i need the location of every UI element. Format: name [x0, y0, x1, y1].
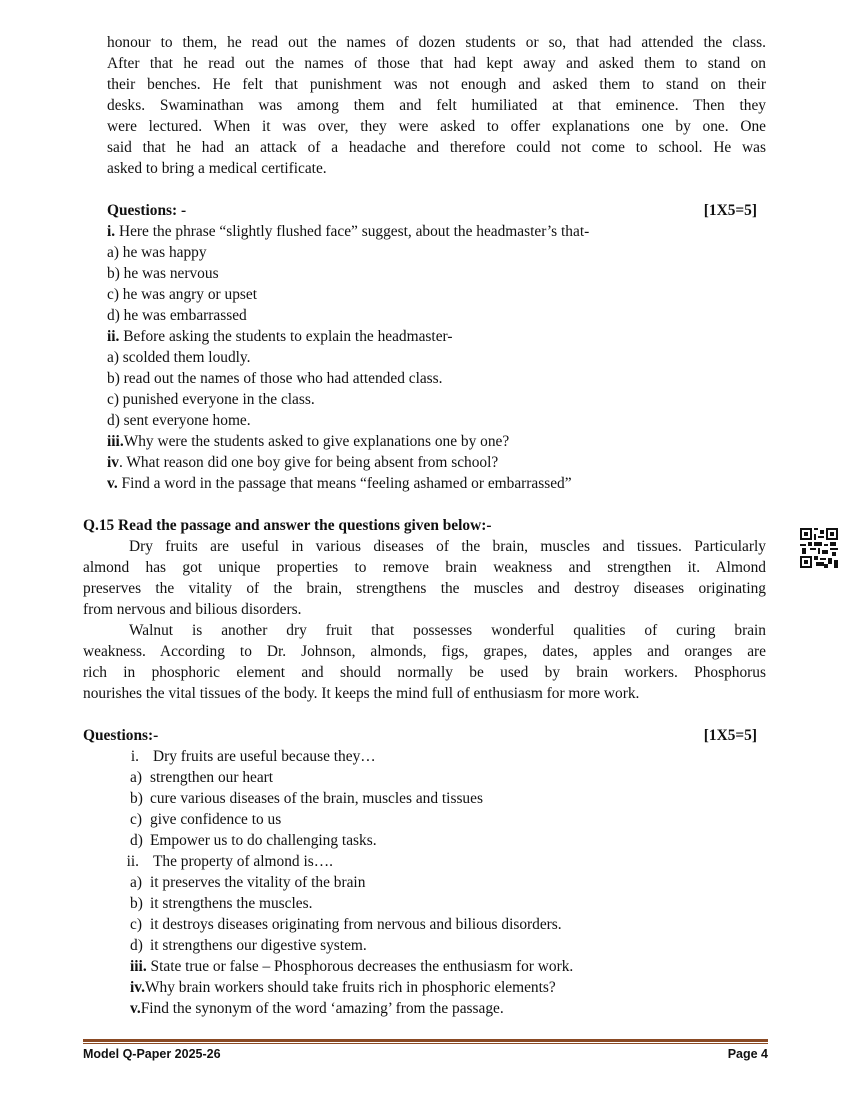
footer: [83, 1047, 768, 1061]
option: [83, 935, 757, 956]
question-number: iii.: [130, 958, 147, 975]
question-text: Find the synonym of the word ‘amazing’ from the passage.: [140, 1000, 504, 1017]
passage-line: Walnut is another dry fruit that possesses wonderful qualities of curing brain: [129, 622, 766, 639]
option-text: it preserves the vitality of the brain: [150, 874, 366, 891]
question-text: Here the phrase “slightly flushed face” suggest, about the headmaster’s that-: [115, 223, 590, 240]
question-number: i.: [107, 223, 116, 240]
qr-code-icon: [800, 528, 838, 568]
page-number: Page 4: [727, 1047, 768, 1061]
option-letter: d): [130, 937, 143, 954]
questions-heading: Questions: -: [107, 202, 187, 219]
option: c) punished everyone in the class.: [107, 391, 315, 408]
question-text: Why brain workers should take fruits rich in phosphoric elements?: [144, 979, 556, 996]
question-1: [83, 746, 757, 767]
passage-line: weakness. According to Dr. Johnson, almonds, figs, grapes, dates, apples and oranges are: [83, 643, 766, 660]
question-number: iv.: [130, 979, 145, 996]
option: b) read out the names of those who had attended class.: [107, 370, 443, 387]
option: [83, 767, 757, 788]
passage-line: After that he read out the names of those that had kept away and asked them to stand on: [107, 55, 766, 72]
option-text: it strengthens our digestive system.: [150, 937, 367, 954]
option-text: it destroys diseases originating from nervous and bilious disorders.: [150, 916, 562, 933]
question-text: State true or false – Phosphorous decreases the enthusiasm for work.: [146, 958, 574, 975]
questions-header: [107, 200, 757, 221]
option: a) scolded them loudly.: [107, 349, 251, 366]
question-3: [83, 956, 757, 977]
option: [83, 893, 757, 914]
question-text: Why were the students asked to give explanations one by one?: [123, 433, 510, 450]
passage-line: said that he had an attack of a headache and therefore could not come to school. He was: [107, 139, 766, 156]
question-text: The property of almond is….: [153, 853, 333, 870]
option-letter: a): [130, 874, 142, 891]
option-letter: b): [130, 895, 143, 912]
question-number: iii.: [107, 433, 124, 450]
questions-set-1: [107, 200, 757, 494]
option: [83, 914, 757, 935]
question-number: ii.: [107, 328, 120, 345]
passage-line: preserves the vitality of the brain, strengthens the muscles and destroy diseases originating: [83, 580, 766, 597]
question-1: [107, 221, 757, 242]
question-3: [107, 431, 757, 452]
question-2: [83, 851, 757, 872]
option-text: Empower us to do challenging tasks.: [150, 832, 377, 849]
option-letter: c): [130, 916, 142, 933]
passage-line: desks. Swaminathan was among them and felt humiliated at that eminence. Then they: [107, 97, 766, 114]
option: c) he was angry or upset: [107, 286, 258, 303]
footer-paper-title: Model Q-Paper 2025-26: [83, 1047, 221, 1061]
passage-line: Dry fruits are useful in various diseases of the brain, muscles and tissues. Particularly: [129, 538, 766, 555]
option: d) he was embarrassed: [107, 307, 247, 324]
passage-line: their benches. He felt that punishment was not enough and asked them to stand on their: [107, 76, 766, 93]
option: a) he was happy: [107, 244, 207, 261]
passage-line: almond has got unique properties to remove brain weakness and strengthen it. Almond: [83, 559, 766, 576]
option: d) sent everyone home.: [107, 412, 251, 429]
option: b) he was nervous: [107, 265, 219, 282]
option-text: give confidence to us: [150, 811, 282, 828]
question-number: ii.: [126, 853, 139, 870]
question-2: [107, 326, 757, 347]
option: [83, 830, 757, 851]
question-5: [83, 998, 757, 1019]
option-letter: d): [130, 832, 143, 849]
question-text: Before asking the students to explain the headmaster-: [119, 328, 453, 345]
question-number: i.: [130, 748, 139, 765]
question-text: Dry fruits are useful because they…: [153, 748, 376, 765]
marks-label: [1X5=5]: [703, 202, 757, 219]
questions-set-2: [83, 725, 757, 1019]
option: [83, 872, 757, 893]
option: [83, 809, 757, 830]
footer-rule: [83, 1039, 768, 1042]
option-letter: a): [130, 769, 142, 786]
footer-rule-thin: [83, 1043, 768, 1044]
question-text: . What reason did one boy give for being absent from school?: [118, 454, 499, 471]
passage-line: nourishes the vital tissues of the body. It keeps the mind full of enthusiasm for more work.: [83, 685, 640, 702]
question-5: [107, 473, 757, 494]
passage-line: were lectured. When it was over, they were asked to offer explanations one by one. One: [107, 118, 766, 135]
question-number: iv: [107, 454, 119, 471]
option-letter: c): [130, 811, 142, 828]
question-4: [107, 452, 757, 473]
option-text: strengthen our heart: [150, 769, 274, 786]
option-text: cure various diseases of the brain, muscles and tissues: [150, 790, 483, 807]
q15-title: Q.15 Read the passage and answer the questions given below:-: [83, 517, 492, 534]
option-text: it strengthens the muscles.: [150, 895, 313, 912]
question-text: Find a word in the passage that means “feeling ashamed or embarrassed”: [117, 475, 572, 492]
option: [83, 788, 757, 809]
passage-line: rich in phosphoric element and should normally be used by brain workers. Phosphorus: [83, 664, 766, 681]
q15-section: [83, 515, 766, 704]
question-number: v.: [107, 475, 118, 492]
questions-heading: Questions:-: [83, 727, 159, 744]
questions-header: [83, 725, 757, 746]
option-letter: b): [130, 790, 143, 807]
passage-line: asked to bring a medical certificate.: [107, 160, 327, 177]
question-4: [83, 977, 757, 998]
question-number: v.: [130, 1000, 141, 1017]
passage-line: honour to them, he read out the names of dozen students or so, that had attended the class.: [107, 34, 766, 51]
marks-label: [1X5=5]: [703, 727, 757, 744]
passage-1: [107, 32, 766, 179]
passage-line: from nervous and bilious disorders.: [83, 601, 302, 618]
